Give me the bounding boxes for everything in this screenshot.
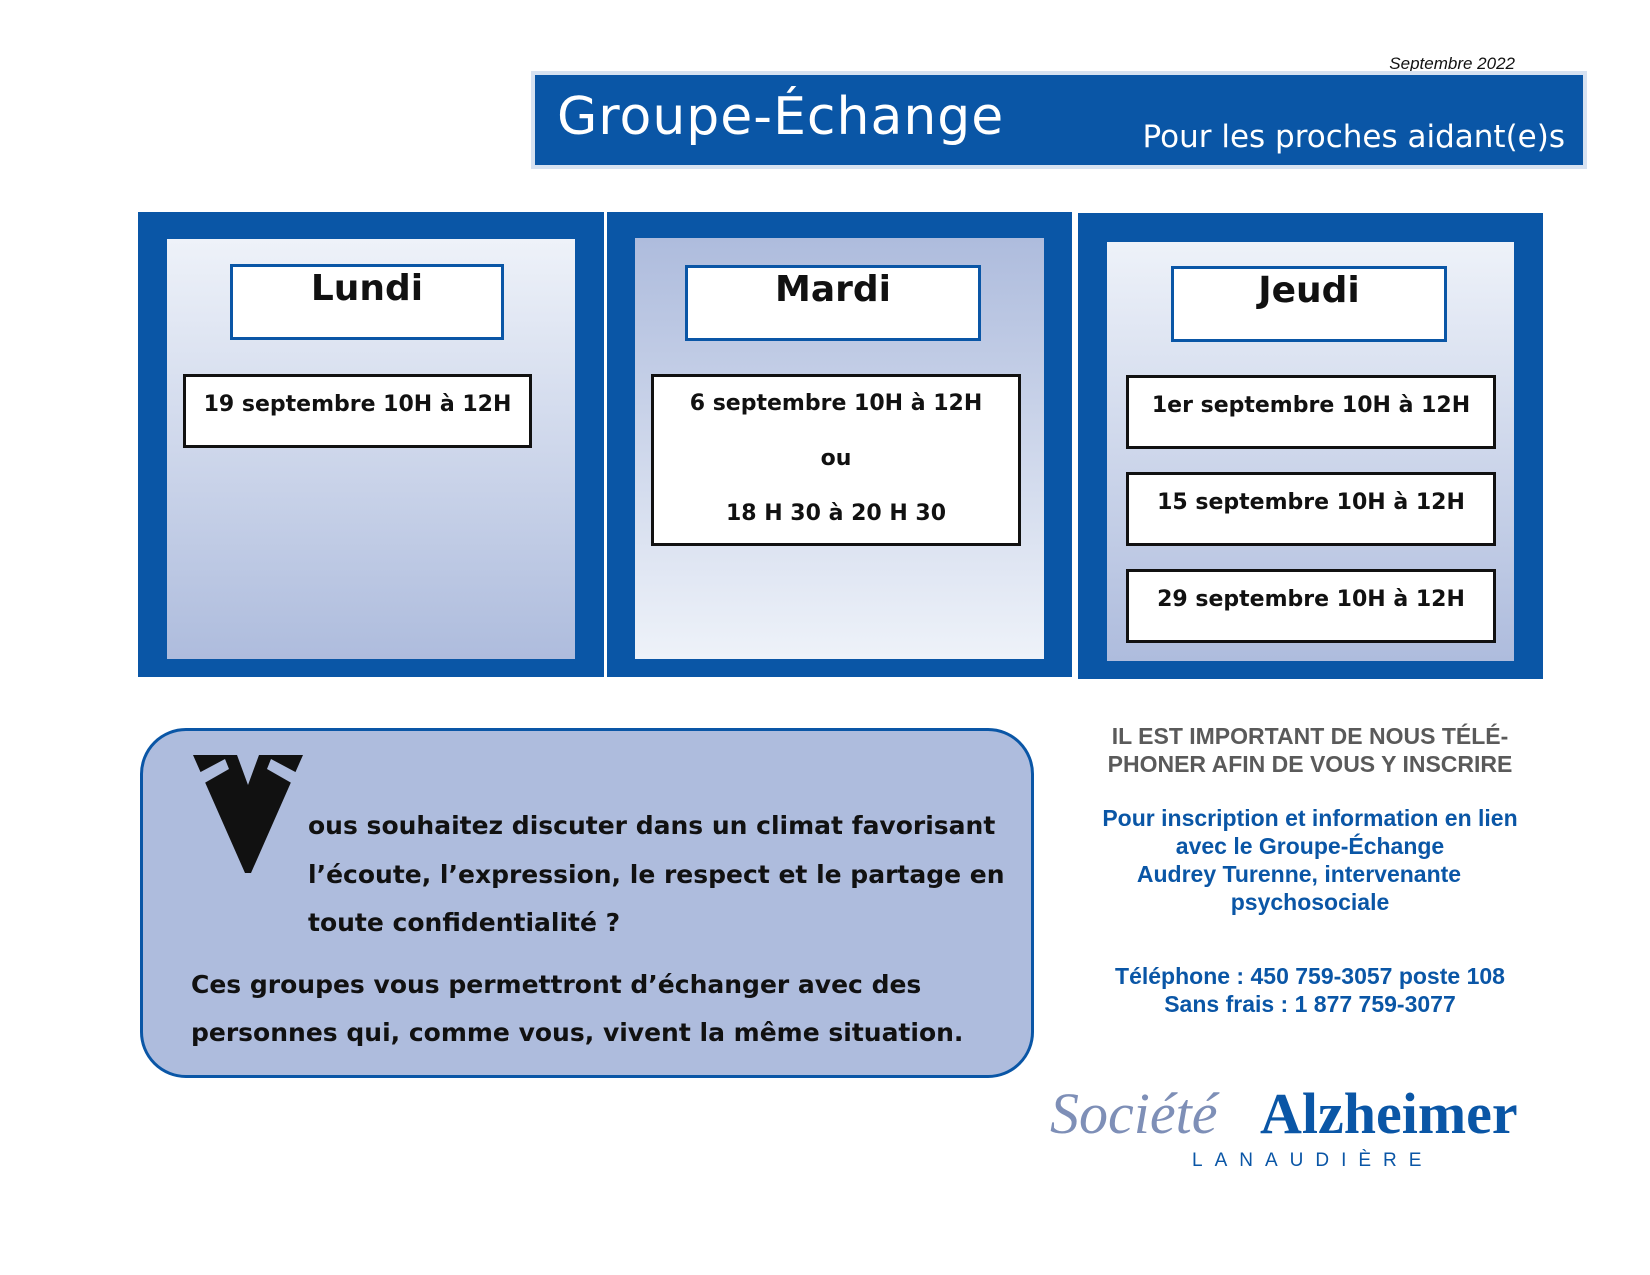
panel-jeudi: [1078, 213, 1543, 679]
contact-line-1: Pour inscription et information en lien: [1102, 805, 1518, 831]
date-label: Septembre 2022: [1389, 54, 1515, 73]
bubble-line-3: toute confidentialité ?: [308, 908, 621, 937]
slot-mardi-line-1: 6 septembre 10H à 12H: [689, 391, 983, 416]
slot-jeudi-2: 15 septembre 10H à 12H: [1126, 472, 1496, 546]
phone-line: Téléphone : 450 759-3057 poste 108: [1115, 963, 1505, 989]
alzheimer-logo: [1050, 1080, 1580, 1180]
slot-mardi-line-3: 18 H 30 à 20 H 30: [725, 501, 947, 526]
contact-line-4: psychosociale: [1230, 889, 1390, 915]
bubble-line-5: personnes qui, comme vous, vivent la même situation.: [191, 1018, 964, 1047]
phone-info: [1060, 962, 1560, 1018]
panel-mardi: [607, 212, 1072, 677]
contact-info: [1060, 804, 1560, 916]
slot-mardi-line-2: ou: [820, 446, 852, 471]
slot-jeudi-1: 1er septembre 10H à 12H: [1126, 375, 1496, 449]
bubble-line-4: Ces groupes vous permettront d’échanger avec des: [191, 970, 922, 999]
day-label-jeudi: Jeudi: [1171, 266, 1447, 342]
logo-region: LANAUDIÈRE: [1192, 1150, 1434, 1171]
important-notice: [1060, 722, 1560, 778]
logo-alzheimer: Alzheimer: [1260, 1081, 1518, 1146]
slot-lundi-1: 19 septembre 10H à 12H: [183, 374, 532, 448]
slot-mardi: [651, 374, 1021, 546]
slot-jeudi-3: 29 septembre 10H à 12H: [1126, 569, 1496, 643]
day-label-mardi: Mardi: [685, 265, 981, 341]
banner-subtitle: Pour les proches aidant(e)s: [1142, 119, 1565, 155]
important-line-2: PHONER AFIN DE VOUS Y INSCRIRE: [1107, 751, 1513, 777]
dropcap-v: [193, 755, 303, 875]
invitation-bubble: [140, 728, 1034, 1078]
contact-line-2: avec le Groupe-Échange: [1175, 833, 1445, 859]
bubble-line-2: l’écoute, l’expression, le respect et le partage en: [308, 860, 1005, 889]
banner-title: Groupe-Échange: [557, 87, 1005, 147]
dropcap-v-glyph: [193, 755, 303, 875]
tollfree-line: Sans frais : 1 877 759-3077: [1164, 991, 1456, 1017]
logo-societe: Société: [1050, 1081, 1218, 1146]
contact-line-3: Audrey Turenne, intervenante: [1136, 861, 1462, 887]
title-banner: [535, 75, 1583, 165]
important-line-1: IL EST IMPORTANT DE NOUS TÉLÉ-: [1111, 723, 1509, 749]
day-label-lundi: Lundi: [230, 264, 504, 340]
panel-lundi: [138, 212, 604, 677]
bubble-line-1: ous souhaitez discuter dans un climat favorisant: [308, 811, 996, 840]
